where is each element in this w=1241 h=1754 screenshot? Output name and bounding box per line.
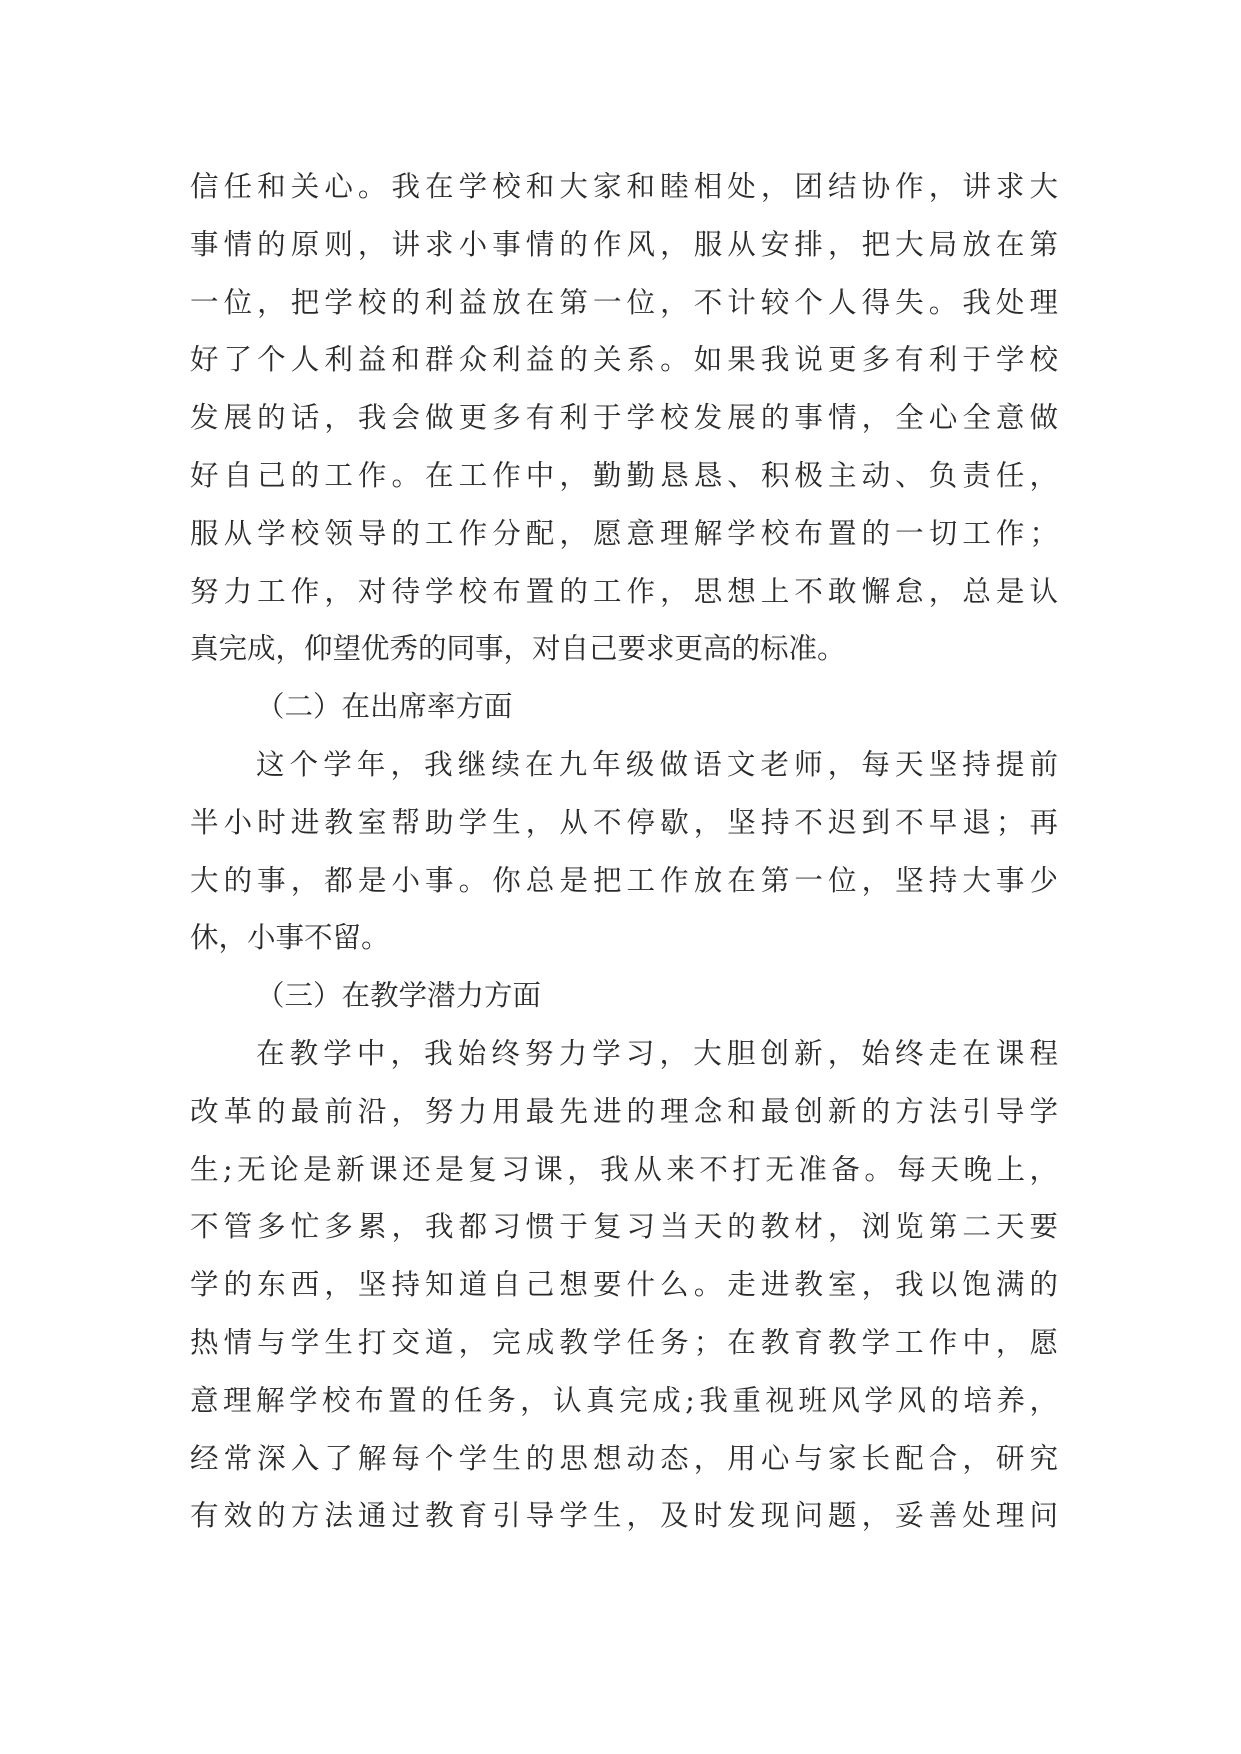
paragraph-line: 事情的原则，讲求小事情的作风，服从安排，把大局放在第 [190,227,1058,261]
paragraph-line: 一位，把学校的利益放在第一位，不计较个人得失。我处理 [190,285,1058,319]
body-text [190,158,1058,1545]
paragraph-line: 学的东西，坚持知道自己想要什么。走进教室，我以饱满的 [190,1268,1058,1302]
paragraph-line: 大的事，都是小事。你总是把工作放在第一位，坚持大事少 [190,863,1058,897]
paragraph-line: 发展的话，我会做更多有利于学校发展的事情，全心全意做 [190,401,1058,435]
paragraph-line: 在教学中，我始终努力学习，大胆创新，始终走在课程 [256,1036,1058,1070]
paragraph-line: 好了个人利益和群众利益的关系。如果我说更多有利于学校 [190,343,1058,377]
paragraph-line: 半小时进教室帮助学生，从不停歇，坚持不迟到不早退；再 [190,805,1058,839]
paragraph-line: 改革的最前沿，努力用最先进的理念和最创新的方法引导学 [190,1094,1058,1128]
paragraph-line: 真完成，仰望优秀的同事，对自己要求更高的标准。 [190,632,846,666]
paragraph-line: 热情与学生打交道，完成教学任务；在教育教学工作中，愿 [190,1325,1058,1359]
paragraph-line: 信任和关心。我在学校和大家和睦相处，团结协作，讲求大 [190,170,1058,203]
paragraph-line: 这个学年，我继续在九年级做语文老师，每天坚持提前 [256,747,1058,781]
paragraph-line: 休，小事不留。 [190,921,390,955]
section-heading: （二）在出席率方面 [256,690,513,724]
section-heading: （三）在教学潜力方面 [256,979,542,1013]
paragraph-line: 好自己的工作。在工作中，勤勤恳恳、积极主动、负责任， [190,458,1058,492]
paragraph-line: 服从学校领导的工作分配，愿意理解学校布置的一切工作； [190,516,1058,550]
paragraph-line: 生;无论是新课还是复习课，我从来不打无准备。每天晚上， [190,1152,1058,1186]
paragraph-line: 努力工作，对待学校布置的工作，思想上不敢懈怠，总是认 [190,574,1058,608]
paragraph-line: 有效的方法通过教育引导学生，及时发现问题，妥善处理问 [190,1499,1058,1533]
paragraph-line: 意理解学校布置的任务，认真完成;我重视班风学风的培养， [190,1383,1058,1417]
paragraph-line: 经常深入了解每个学生的思想动态，用心与家长配合，研究 [190,1441,1058,1475]
paragraph-line: 不管多忙多累，我都习惯于复习当天的教材，浏览第二天要 [190,1210,1058,1244]
